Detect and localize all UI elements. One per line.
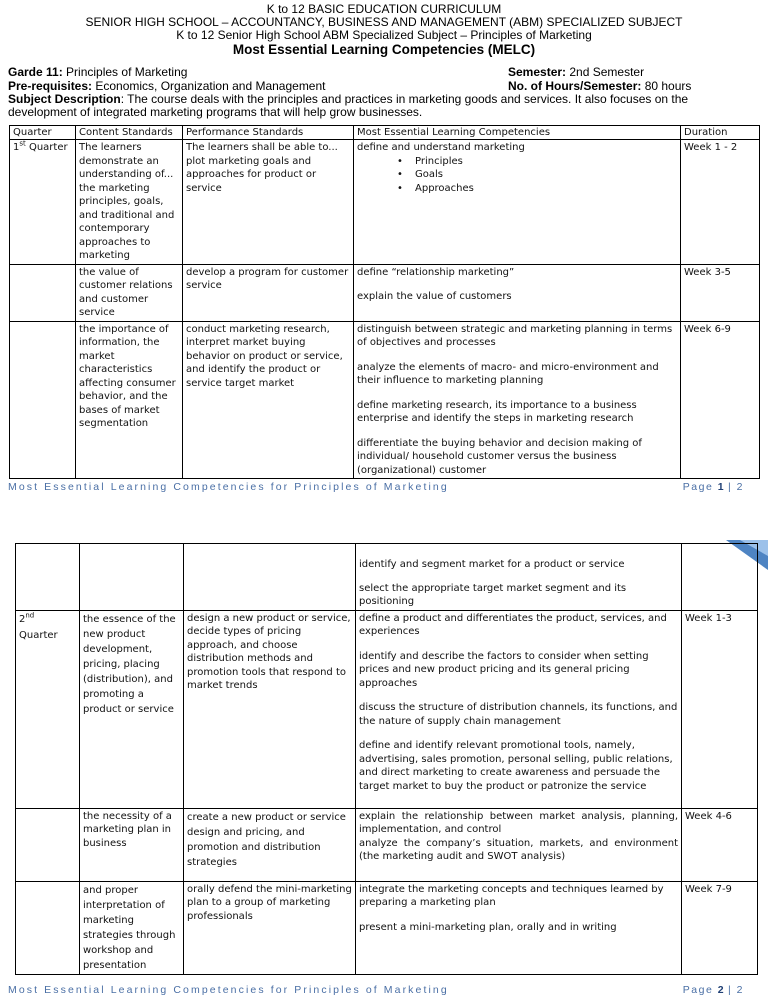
table-row [10,140,760,265]
header-content-standards: Content Standards [76,126,183,140]
subject-description [8,93,758,119]
header-line-1: K to 12 BASIC EDUCATION CURRICULUM [266,2,502,16]
performance-standard-cell: develop a program for customer service [183,264,354,321]
performance-standard-cell: The learners shall be able to... plot marketing goals and approaches for product or service [183,140,354,265]
content-standard-cell: the value of customer relations and customer service [76,264,183,321]
table-row [16,808,758,881]
competency-cell: define a product and differentiates the product, services, and experiences identify and describe the factors to consider when setting prices and new product pricing and its general pricing approaches discuss the structure of distribution channels, its functions, and the nature of supply chain management define and identify relevant promotional tools, namely, advertising, sales promotion, personal selling, public relations, and direct marketing to create awareness and persuade the target market to buy the product or patronize the service [356,610,682,808]
table-row [16,610,758,808]
competency-cell: integrate the marketing concepts and techniques learned by preparing a marketing plan present a mini-marketing plan, orally and in writing [356,881,682,974]
document-title: Most Essential Learning Competencies (MELC) [232,42,536,57]
competency-cell: define “relationship marketing” explain the value of customers [354,264,681,321]
quarter-cell [16,544,80,611]
performance-standard-cell: conduct marketing research, interpret market buying behavior on product or service, and identify the product or service target market [183,321,354,479]
performance-standard-cell: design a new product or service, decide types of pricing approach, and choose distribution methods and promotion tools that respond to market trends [184,610,356,808]
page-number: Page 2 | 2 [682,984,744,996]
list-item: • Goals [415,168,677,182]
page-2 [0,540,768,1006]
duration-cell: Week 1-3 [682,610,758,808]
duration-cell: Week 7-9 [682,881,758,974]
header-duration: Duration [681,126,760,140]
footer-text: Most Essential Learning Competencies for Principles of Marketing [8,481,449,493]
table-row [10,321,760,479]
content-standard-cell [80,544,184,611]
duration-cell: Week 3-5 [681,264,760,321]
header-line-3: K to 12 Senior High School ABM Specialized Subject – Principles of Marketing [176,28,592,42]
prereq-label: Pre-requisites: [8,78,93,93]
competency-table-page-2 [15,543,758,975]
grade-label: Garde 11: [8,65,63,79]
document-header [0,3,768,57]
table-header-row [10,126,760,140]
content-standard-cell: the essence of the new product development, pricing, placing (distribution), and promoting a product or service [80,610,184,808]
table-row [16,544,758,611]
content-standard-cell: the importance of information, the market characteristics affecting consumer behavior, and the bases of market segmentation [76,321,183,479]
quarter-cell: 1st Quarter [10,140,76,265]
performance-standard-cell [184,544,356,611]
hours-label: No. of Hours/Semester: [508,78,642,93]
duration-cell: Week 6-9 [681,321,760,479]
quarter-cell: 2nd Quarter [16,610,80,808]
page-number: Page 1 | 2 [682,481,744,493]
header-performance-standards: Performance Standards [183,126,354,140]
description-label: Subject Description [8,92,121,106]
duration-cell: Week 4-6 [682,808,758,881]
description-text: : The course deals with the principles and practices in marketing goods and services. It also focuses on the development of integrated marketing programs that will help grow businesses. [8,92,689,119]
header-competencies: Most Essential Learning Competencies [354,126,681,140]
competency-cell: distinguish between strategic and marketing planning in terms of objectives and processes analyze the elements of macro- and micro-environment and their influence to marketing planning define marketing research, its importance to a business enterprise and identify the steps in marketing research differentiate the buying behavior and decision making of individual/ household customer versus the business (organizational) customer [354,321,681,479]
competency-bullets [357,155,677,196]
competency-cell: identify and segment market for a product or service select the appropriate target market segment and its positioning [356,544,682,611]
semester-value: 2nd Semester [566,65,645,79]
header-quarter: Quarter [10,126,76,140]
quarter-cell [16,808,80,881]
content-standard-cell: the necessity of a marketing plan in business [80,808,184,881]
list-item: • Principles [415,155,677,169]
table-row [10,264,760,321]
performance-standard-cell: create a new product or service design and pricing, and promotion and distribution strategies [184,808,356,881]
page-footer-1 [8,481,744,493]
duration-cell [682,544,758,611]
competency-table-page-1 [9,125,760,479]
quarter-cell [16,881,80,974]
hours-value: 80 hours [641,78,692,93]
content-standard-cell: The learners demonstrate an understanding of... the marketing principles, goals, and traditional and contemporary approaches to marketing [76,140,183,265]
performance-standard-cell: orally defend the mini-marketing plan to a group of marketing professionals [184,881,356,974]
competency-cell: define and understand marketing • Principles • Goals • Approaches [354,140,681,265]
quarter-cell [10,321,76,479]
quarter-cell [10,264,76,321]
page-1 [0,0,768,500]
header-line-2: SENIOR HIGH SCHOOL – ACCOUNTANCY, BUSINESS AND MANAGEMENT (ABM) SPECIALIZED SUBJECT [85,15,683,29]
footer-text: Most Essential Learning Competencies for Principles of Marketing [8,984,449,996]
prereq-value: Economics, Organization and Management [92,78,326,93]
list-item: • Approaches [415,182,677,196]
duration-cell: Week 1 - 2 [681,140,760,265]
semester-label: Semester: [508,65,567,79]
competency-cell: explain the relationship between market analysis, planning, implementation, and control analyze the company’s situation, markets, and environment (the marketing audit and SWOT analysis) [356,808,682,881]
page-footer-2 [8,984,744,996]
grade-value: Principles of Marketing [62,65,188,79]
content-standard-cell: and proper interpretation of marketing strategies through workshop and presentation [80,881,184,974]
subject-meta [8,66,758,119]
table-row [16,881,758,974]
